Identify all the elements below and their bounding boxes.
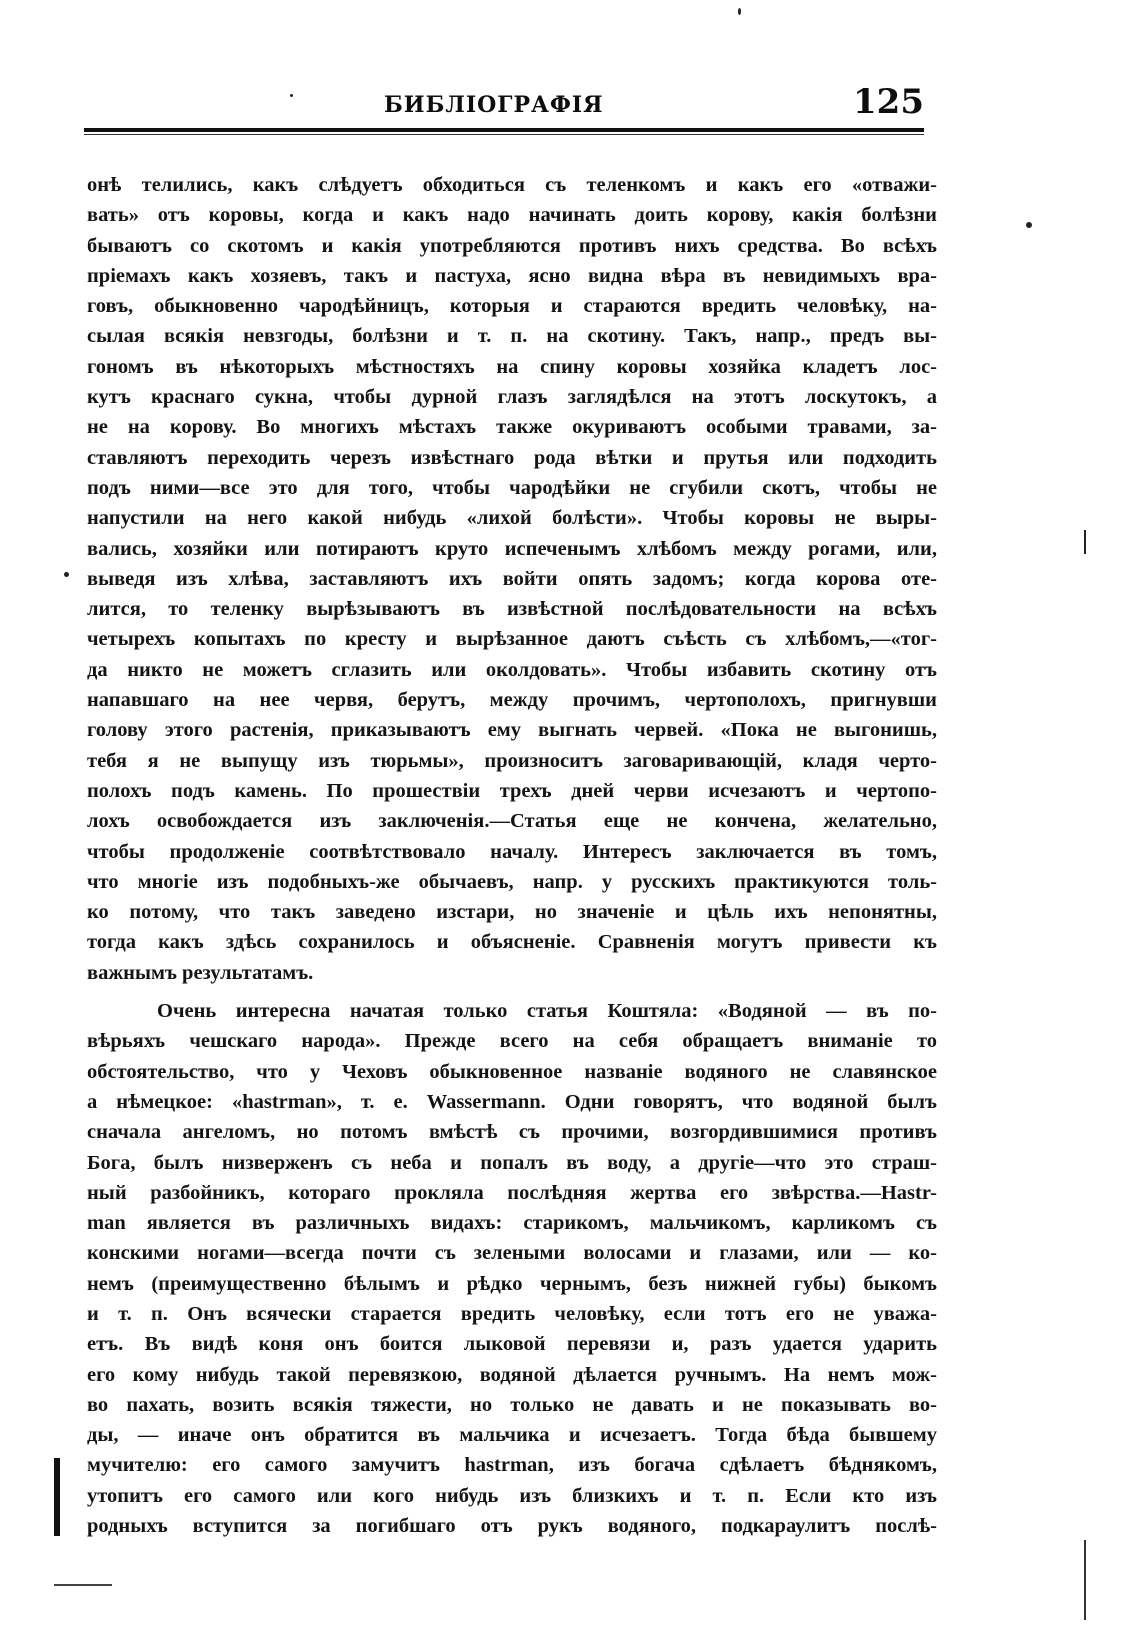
text-line: бываютъ со скотомъ и какія употребляются противъ нихъ средства. Во всѣхъ: [87, 234, 937, 257]
text-line: онѣ телились, какъ слѣдуетъ обходиться съ теленкомъ и какъ его «отважи-: [87, 174, 937, 196]
right-edge-mark: [1084, 1540, 1086, 1620]
page-number: 125: [853, 82, 924, 122]
page-header: [84, 82, 924, 130]
scan-speck: [738, 8, 741, 15]
scan-speck: [1084, 530, 1086, 554]
text-line: тебя я не выпущу изъ тюрьмы», произноситъ заговаривающій, кладя черто-: [87, 749, 937, 772]
text-line: чтобы продолженіе соотвѣтствовало началу. Интересъ заключается въ томъ,: [87, 840, 937, 863]
text-line: етъ. Въ видѣ коня онъ боится лыковой перевязи и, разъ удается ударить: [87, 1333, 937, 1356]
text-line: пріемахъ какъ хозяевъ, такъ и пастуха, ясно видна вѣра въ невидимыхъ вра-: [87, 264, 937, 287]
text-line: ко потому, что такъ заведено изстари, но значеніе и цѣль ихъ непонятны,: [87, 901, 937, 924]
text-line: важнымъ результатамъ.: [87, 961, 314, 984]
paragraph-gap: [87, 988, 937, 996]
scan-speck: [64, 572, 69, 577]
paragraph: [87, 996, 937, 1541]
text-line: Бога, былъ низверженъ съ неба и попалъ въ воду, а другіе—что это страш-: [87, 1151, 937, 1174]
text-line: и т. п. Онъ всячески старается вредить человѣку, если тотъ его не уважа-: [87, 1302, 937, 1325]
text-line: да никто не можетъ сглазить или околдовать». Чтобы избавить скотину отъ: [87, 658, 937, 681]
text-line: голову этого растенія, приказываютъ ему выгнать червей. «Пока не выгонишь,: [87, 719, 937, 742]
text-line: лохъ освобождается изъ заключенія.—Статья еще не кончена, желательно,: [87, 810, 937, 833]
text-line: ставляютъ переходить черезъ извѣстнаго рода вѣтки и прутья или подходить: [87, 446, 937, 469]
text-line: утопитъ его самого или кого нибудь изъ близкихъ и т. п. Если кто изъ: [87, 1484, 937, 1507]
running-title: БИБЛІОГРАФІЯ: [384, 92, 604, 118]
header-rule: [84, 128, 924, 132]
text-line: гономъ въ нѣкоторыхъ мѣстностяхъ на спину коровы хозяйка кладетъ лос-: [87, 355, 937, 378]
margin-bar: [54, 1458, 60, 1536]
header-rule-thin: [84, 134, 924, 135]
text-line: во пахать, возить всякія тяжести, но только не давать и не показывать во-: [87, 1393, 937, 1416]
scan-speck: [1026, 222, 1032, 228]
text-line: что многіе изъ подобныхъ-же обычаевъ, напр. у русскихъ практикуются толь-: [87, 870, 937, 893]
scan-speck: [290, 94, 293, 97]
text-line: не на корову. Во многихъ мѣстахъ также окуриваютъ особыми травами, за-: [87, 416, 937, 439]
text-line: четырехъ копытахъ по кресту и вырѣзанное даютъ съѣсть съ хлѣбомъ,—«тог-: [87, 628, 937, 651]
text-line: немъ (преимущественно бѣлымъ и рѣдко чернымъ, безъ нижней губы) быкомъ: [87, 1272, 937, 1295]
text-line: ный разбойникъ, котораго прокляла послѣдняя жертва его звѣрства.—Hastr-: [87, 1181, 937, 1204]
paragraph: [87, 170, 937, 988]
text-line: говъ, обыкновенно чародѣйницъ, которыя и стараются вредить человѣку, на-: [87, 295, 937, 318]
text-line: man является въ различныхъ видахъ: старикомъ, мальчикомъ, карликомъ съ: [87, 1212, 937, 1235]
text-line: выведя изъ хлѣва, заставляютъ ихъ войти опять задомъ; когда корова оте-: [87, 567, 937, 590]
text-line: его кому нибудь такой перевязкою, водяной дѣлается ручнымъ. На немъ мож-: [87, 1363, 937, 1386]
text-line: конскими ногами—всегда почти съ зелеными волосами и глазами, или — ко-: [87, 1242, 937, 1265]
text-line: подъ ними—все это для того, чтобы чародѣйки не сгубили скотъ, чтобы не: [87, 476, 937, 499]
text-line: тогда какъ здѣсь сохранилось и объясненіе. Сравненія могутъ привести къ: [87, 931, 937, 954]
text-line: полохъ подъ камень. По прошествіи трехъ дней черви исчезаютъ и чертопо-: [87, 779, 937, 802]
text-line: ды, — иначе онъ обратится въ мальчика и исчезаетъ. Тогда бѣда бывшему: [87, 1424, 937, 1447]
text-line: кутъ краснаго сукна, чтобы дурной глазъ заглядѣлся на этотъ лоскутокъ, а: [87, 386, 937, 409]
text-line: сылая всякія невзгоды, болѣзни и т. п. на скотину. Такъ, напр., предъ вы-: [87, 325, 937, 348]
text-line: напустили на него какой нибудь «лихой болѣсти». Чтобы коровы не выры-: [87, 507, 937, 530]
text-line: лится, то теленку вырѣзываютъ въ извѣстной послѣдовательности на всѣхъ: [87, 598, 937, 621]
text-line: родныхъ вступится за погибшаго отъ рукъ водяного, подкараулитъ послѣ-: [87, 1515, 937, 1538]
text-line: Очень интересна начатая только статья Коштяла: «Водяной — въ по-: [157, 1000, 937, 1023]
text-line: мучителю: его самого замучитъ hastrman, изъ богача сдѣлаетъ бѣднякомъ,: [87, 1454, 937, 1477]
text-line: вались, хозяйки или потираютъ круто испеченымъ хлѣбомъ между рогами, или,: [87, 537, 937, 560]
text-line: вать» отъ коровы, когда и какъ надо начинать доить корову, какія болѣзни: [87, 204, 937, 227]
text-line: сначала ангеломъ, но потомъ вмѣстѣ съ прочими, возгордившимися противъ: [87, 1121, 937, 1144]
bottom-margin-line: [54, 1584, 112, 1586]
text-line: напавшаго на нее червя, берутъ, между прочимъ, чертополохъ, пригнувши: [87, 689, 937, 712]
text-line: вѣрьяхъ чешскаго народа». Прежде всего на себя обращаетъ вниманіе то: [87, 1030, 937, 1053]
text-line: а нѣмецкое: «hastrman», т. е. Wassermann. Одни говорятъ, что водяной былъ: [87, 1090, 937, 1113]
body-text: [87, 170, 937, 1541]
text-line: обстоятельство, что у Чеховъ обыкновенное названіе водяного не славянское: [87, 1060, 937, 1083]
